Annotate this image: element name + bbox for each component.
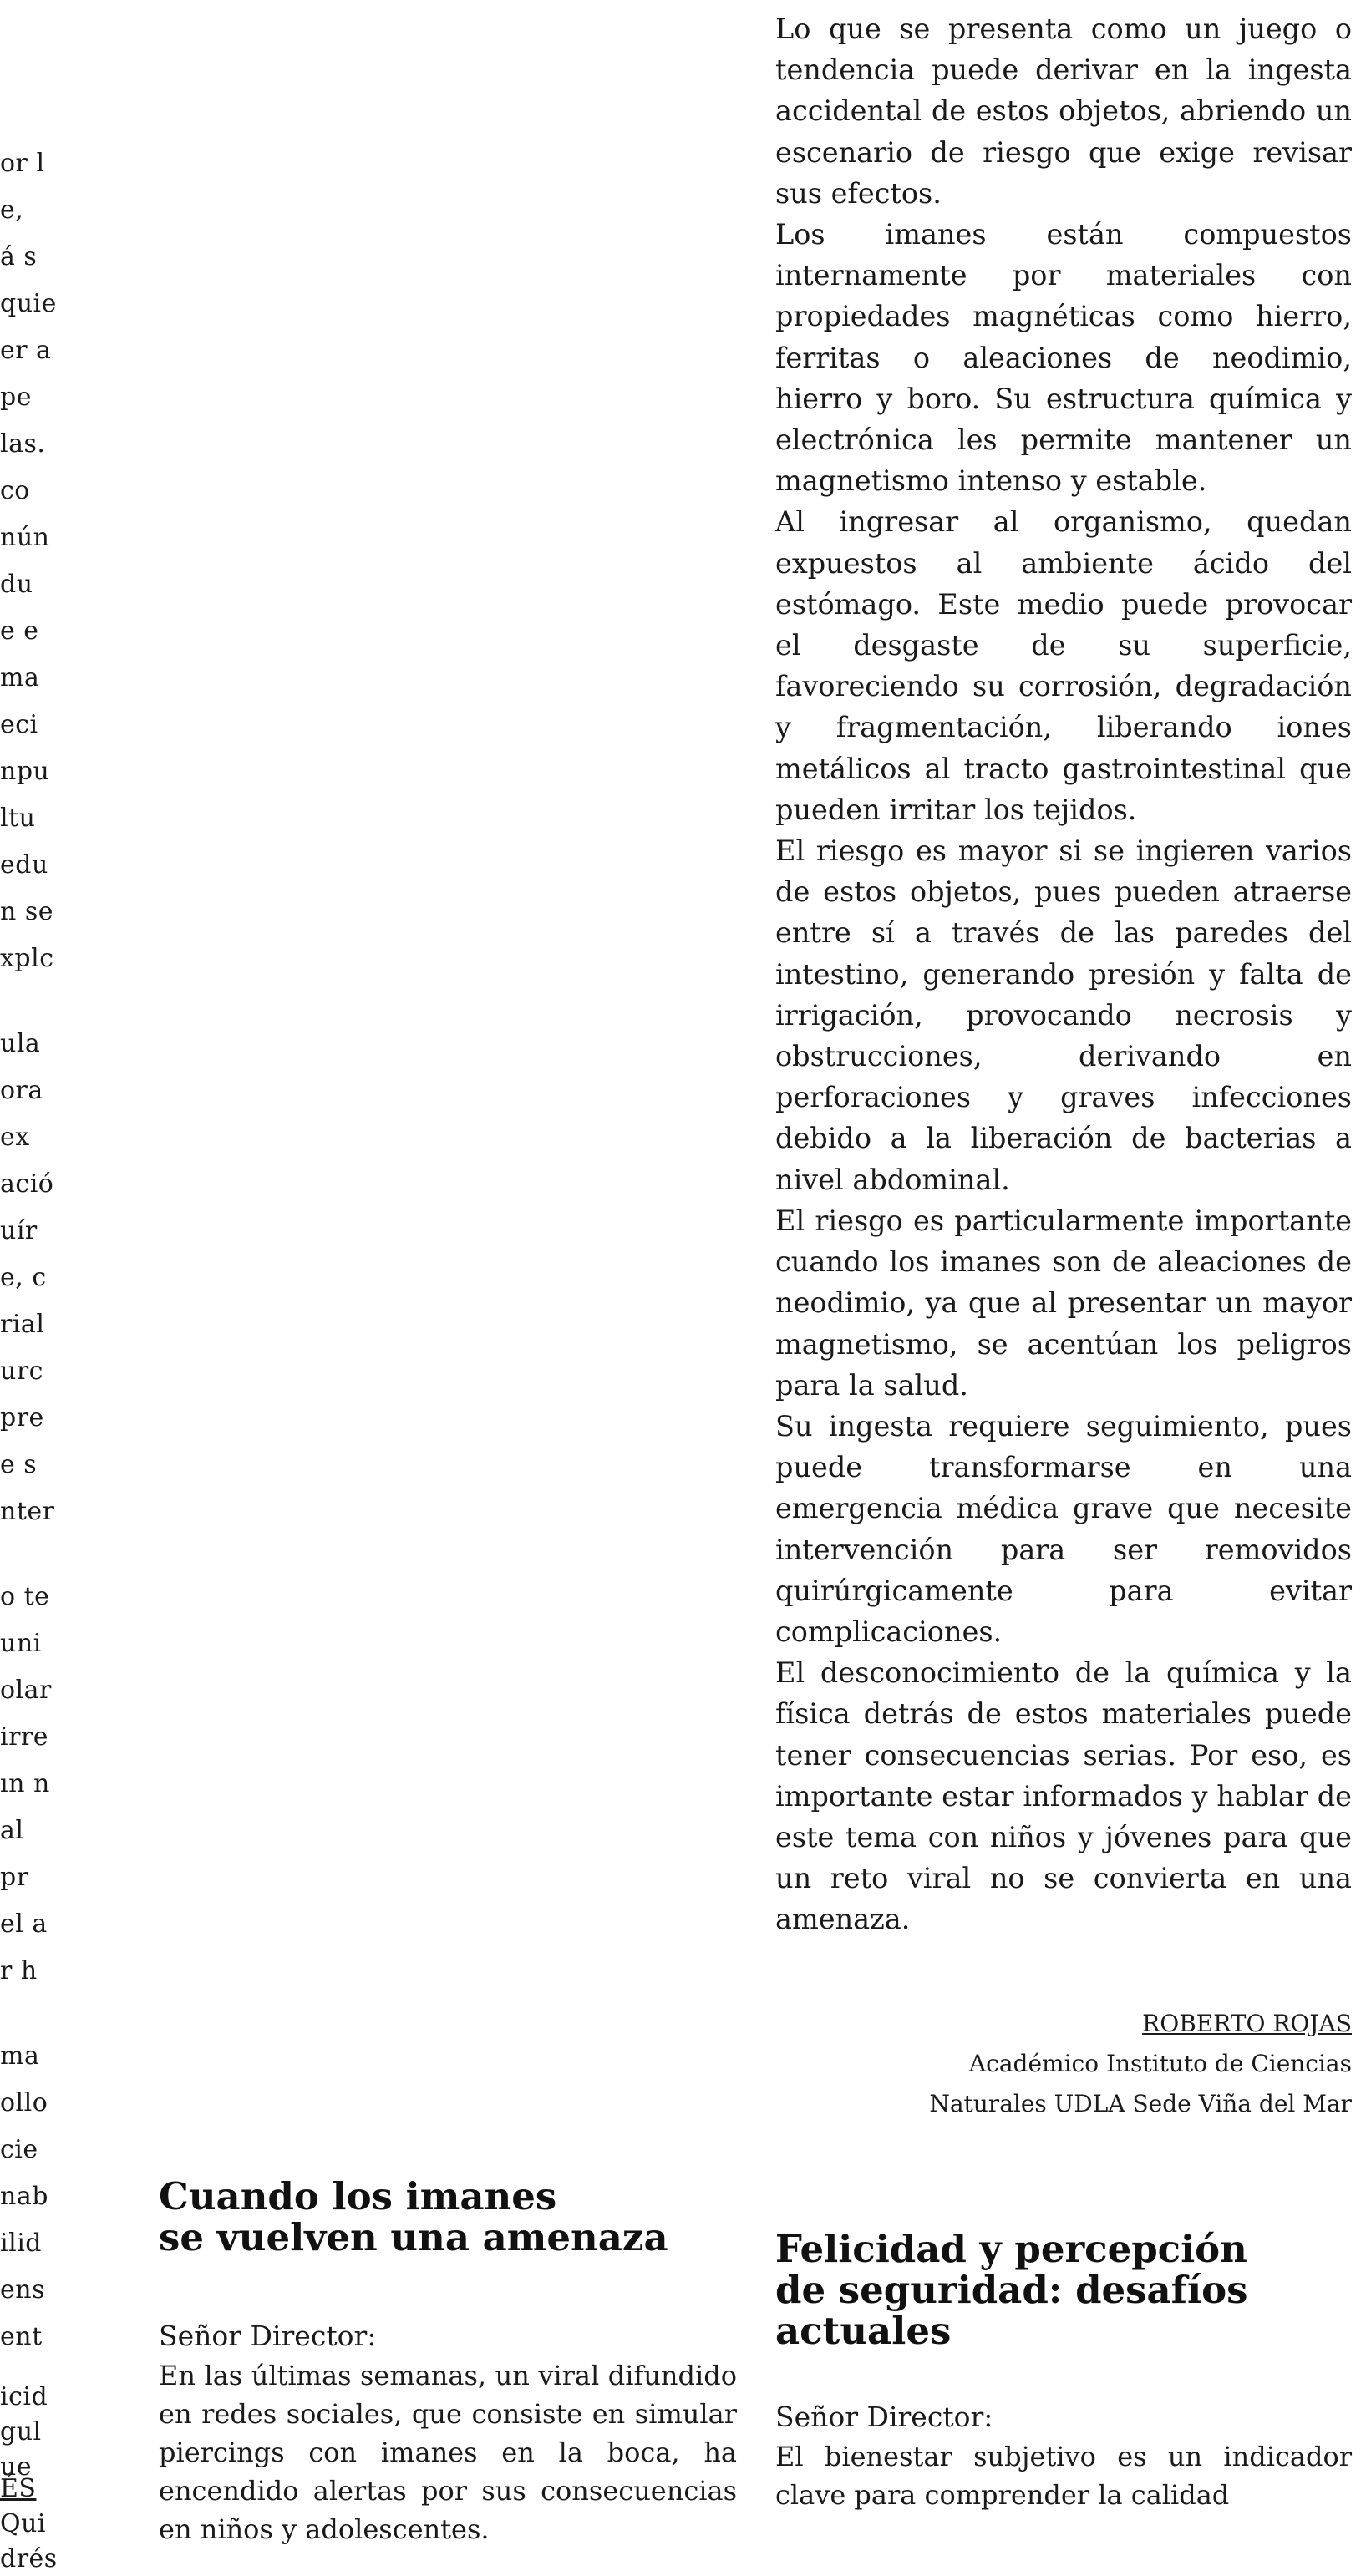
fragment-line: ltu: [0, 804, 36, 833]
fragment-line: icid: [0, 2382, 48, 2411]
fragment-line: ÉS: [0, 2474, 37, 2503]
fragment-line: du: [0, 570, 33, 599]
fragment-line: er a: [0, 336, 52, 365]
fragment-line: nún: [0, 523, 50, 552]
fragment-line: co: [0, 476, 30, 505]
fragment-line: rial: [0, 1310, 45, 1339]
fragment-line: ula: [0, 1029, 41, 1058]
fragment-line: quie: [0, 289, 57, 318]
author-affiliation: Académico Instituto de Ciencias: [968, 2049, 1352, 2077]
fragment-line: pre: [0, 1403, 44, 1433]
letter-imanes-heading: [159, 2176, 737, 2548]
author-name: ROBERTO ROJAS: [1142, 2009, 1352, 2037]
fragment-line: ex: [0, 1123, 30, 1152]
paragraph: El desconocimiento de la química y la física detrás de estos materiales puede tener consecuencias serias. Por eso, es importante estar informados y hablar de este tema con niños y jóvenes para que un reto viral no se convierta en una amenaza.: [775, 1656, 1352, 1936]
salutation: Señor Director:: [159, 2320, 377, 2352]
paragraph: El riesgo es particularmente importante cuando los imanes son de aleaciones de neodimio, ya que al presentar un mayor magnetismo, se acentúan los peligros para la salud.: [775, 1204, 1352, 1402]
fragment-line: edu: [0, 850, 48, 880]
fragment-line: e, c: [0, 1263, 47, 1292]
fragment-line: ora: [0, 1076, 43, 1105]
fragment-line: irre: [0, 1722, 49, 1752]
article-title: Cuando los imanes se vuelven una amenaza: [159, 2174, 668, 2259]
fragment-line: Qui: [0, 2509, 47, 2538]
left-column-fragment: [0, 100, 58, 2573]
letter-felicidad: [775, 2229, 1352, 2514]
letter-lead: [159, 2356, 737, 2548]
fragment-line: e s: [0, 1450, 38, 1479]
fragment-line: or l: [0, 149, 45, 178]
fragment-line: á s: [0, 242, 38, 271]
paragraph: El bienestar subjetivo es un indicador clave para comprender la calidad: [775, 2441, 1352, 2511]
fragment-line: r h: [0, 1956, 38, 1985]
fragment-line: e e: [0, 616, 39, 646]
fragment-line: las.: [0, 429, 46, 459]
fragment-line: ent: [0, 2322, 43, 2351]
fragment-line: uír: [0, 1216, 38, 1245]
paragraph: Los imanes están compuestos internamente por materiales con propiedades magnéticas como hierro, ferritas o aleaciones de neodimio, hierro y boro. Su estructura química y electrónica les permite mantener un magnetismo intenso y estable.: [775, 218, 1352, 498]
fragment-line: gul: [0, 2417, 42, 2447]
fragment-line: el a: [0, 1909, 48, 1939]
author-signature: [775, 2004, 1352, 2124]
fragment-line: nter: [0, 1497, 55, 1526]
fragment-line: pe: [0, 383, 32, 412]
fragment-line: n se: [0, 897, 54, 926]
fragment-line: pr: [0, 1863, 29, 1892]
fragment-line: xplc: [0, 944, 54, 973]
fragment-line: eci: [0, 710, 38, 739]
paragraph: Al ingresar al organismo, quedan expuestos al ambiente ácido del estómago. Este medio puede provocar el desgaste de su superficie, favoreciendo su corrosión, degradación y fragmentación, liberando iones metálicos al tracto gastrointestinal que pueden irritar los tejidos.: [775, 505, 1352, 826]
fragment-line: e,: [0, 195, 24, 225]
paragraph: Lo que se presenta como un juego o tendencia puede derivar en la ingesta accidental de estos objetos, abriendo un escenario de riesgo que exige revisar sus efectos.: [775, 13, 1352, 210]
article-title: Felicidad y percepción de seguridad: desafíos actuales: [775, 2227, 1248, 2353]
fragment-line: ın n: [0, 1769, 50, 1798]
fragment-line: olar: [0, 1676, 52, 1705]
paragraph: El riesgo es mayor si se ingieren varios de estos objetos, pues pueden atraerse entre sí a través de las paredes del intestino, generando presión y falta de irrigación, provocando necrosis y obstrucciones, derivando en perforaciones y graves infecciones debido a la liberación de bacterias a nivel abdominal.: [775, 834, 1352, 1196]
fragment-line: ue: [0, 2452, 33, 2482]
letter-body: [775, 8, 1352, 1940]
fragment-line: ollo: [0, 2088, 48, 2117]
paragraph: En las últimas semanas, un viral difundido en redes sociales, que consiste en simular piercings con imanes en la boca, ha encendido alertas por sus consecuencias en niños y adolescentes.: [159, 2360, 737, 2545]
fragment-line: o te: [0, 1582, 50, 1611]
fragment-line: ació: [0, 1169, 54, 1199]
fragment-line: al: [0, 1816, 24, 1845]
fragment-line: drés: [0, 2544, 58, 2573]
letter-lead: [775, 2437, 1352, 2514]
fragment-line: ilid: [0, 2229, 42, 2258]
fragment-line: nab: [0, 2182, 48, 2211]
fragment-line: urc: [0, 1356, 43, 1386]
fragment-line: ens: [0, 2275, 45, 2305]
letter-magnets-continuation: [775, 8, 1352, 2124]
salutation: Señor Director:: [775, 2401, 993, 2433]
author-affiliation: Naturales UDLA Sede Viña del Mar: [929, 2089, 1352, 2117]
fragment-line: ma: [0, 663, 40, 692]
paragraph: Su ingesta requiere seguimiento, pues puede transformarse en una emergencia médica grave que necesite intervención para ser removidos quirúrgicamente para evitar complicaciones.: [775, 1409, 1352, 1648]
fragment-line: cie: [0, 2135, 38, 2164]
fragment-line: ma: [0, 2041, 40, 2071]
fragment-line: uni: [0, 1629, 42, 1658]
fragment-line: npu: [0, 757, 50, 786]
